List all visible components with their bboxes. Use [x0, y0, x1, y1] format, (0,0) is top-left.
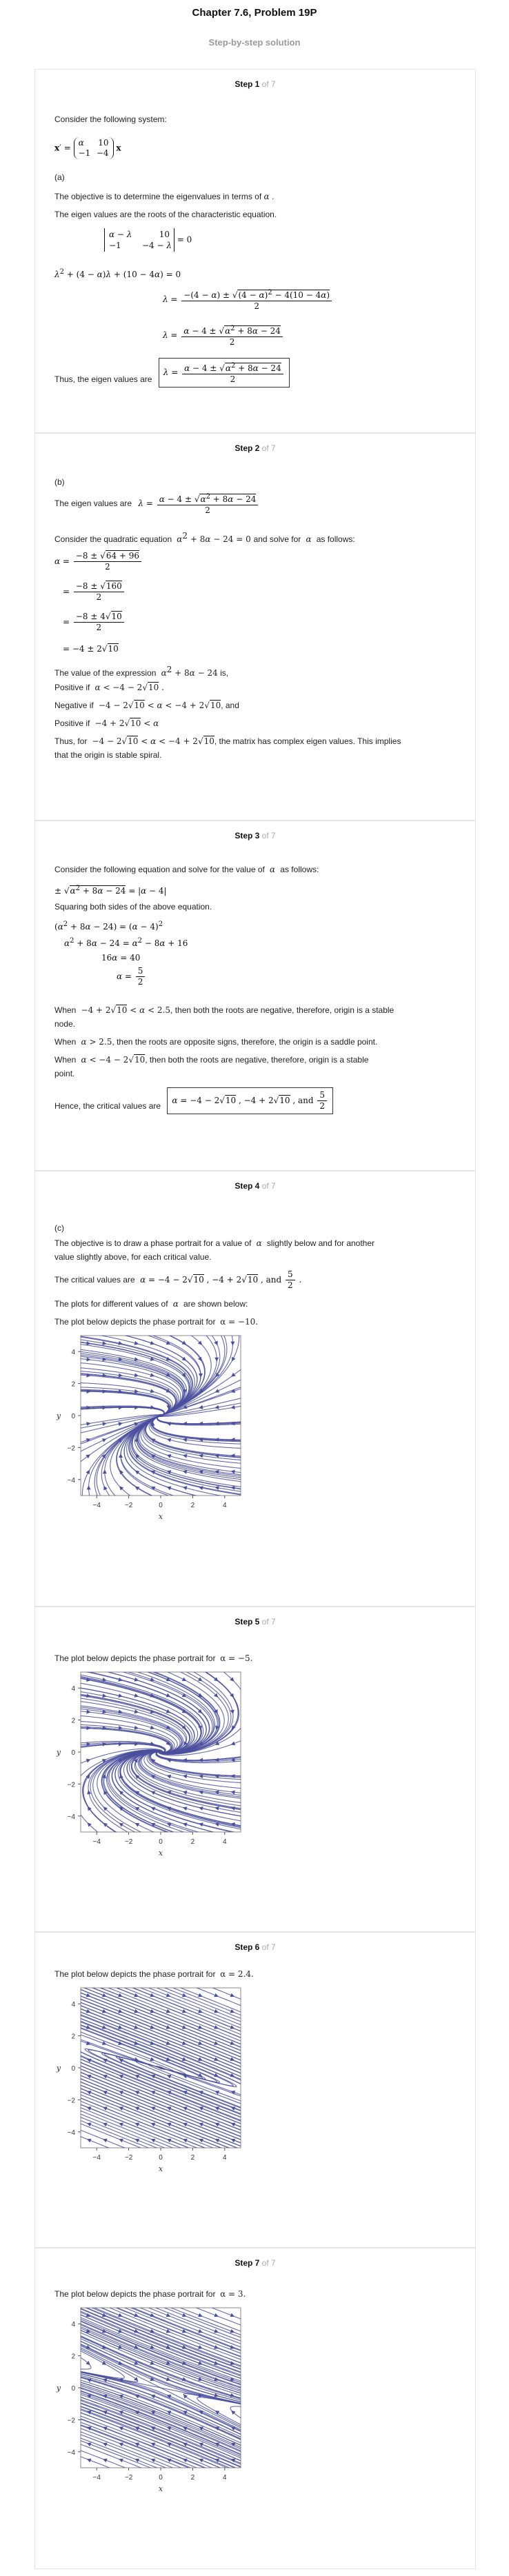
- stable-node-text: When −4 + 2√10 < α < 2.5, then both the roots are negative, therefore, origin is a stable: [54, 1005, 395, 1015]
- step-7-header: [35, 2258, 475, 2268]
- x-tick-label: 4: [223, 1838, 227, 1846]
- step-3-header: [35, 831, 475, 841]
- phase-portrait-svg: [52, 2304, 252, 2498]
- y-tick-label: 0: [71, 2385, 75, 2393]
- step-label: Step 5: [234, 1617, 260, 1627]
- squaring-text: Squaring both sides of the above equation.: [54, 902, 212, 912]
- part-a-label: (a): [54, 172, 65, 182]
- y-tick-label: 4: [71, 1685, 75, 1693]
- critical-values-text: The critical values are α = −4 − 2√10 , −4 + 2√10 , and $\frac{5}{2}$ .: [54, 1269, 302, 1290]
- expression-value-text: The value of the expression $\alpha^2 + 8\alpha - 24$ is,: [54, 665, 229, 678]
- step-4-header: [35, 1181, 475, 1191]
- phase-portrait-plot-2: [52, 1668, 252, 1862]
- roots-text: The eigen values are the roots of the characteristic equation.: [54, 210, 277, 219]
- x-tick-label: 2: [190, 2474, 195, 2482]
- step-1-card: [34, 69, 476, 433]
- step-4-card: [34, 1171, 476, 1607]
- y-axis-label: y: [56, 1748, 61, 1757]
- step-6-header: [35, 1942, 475, 1952]
- step-5-header: [35, 1617, 475, 1627]
- plot-caption: The plot below depicts the phase portrait for α = −5.: [54, 1653, 253, 1663]
- x-tick-label: −4: [92, 1838, 101, 1846]
- x-tick-label: 4: [223, 2154, 227, 2162]
- y-tick-label: −4: [67, 1813, 75, 1821]
- page-title: Chapter 7.6, Problem 19P: [192, 7, 317, 19]
- x-tick-label: 0: [159, 2154, 163, 2162]
- quadratic-formula: λ = $\frac{-(4 - \alpha) \pm √(4 - \alpha)^2 - 4(10 - 4\alpha)}{2}$: [163, 288, 333, 312]
- step-2-card: [34, 433, 476, 821]
- step-count: of 7: [261, 1617, 276, 1627]
- alpha-value: α = 2.4.: [220, 1969, 254, 1979]
- step-count: of 7: [261, 2258, 276, 2268]
- alpha-value: α = 3.: [220, 2289, 246, 2299]
- quadratic-text: Consider the quadratic equation $\alpha^2 + 8\alpha - 24 = 0$ and solve for α as follows:: [54, 531, 355, 544]
- y-tick-label: −4: [67, 2129, 75, 2137]
- y-tick-label: −4: [67, 2448, 75, 2457]
- step-2-header: [35, 443, 475, 453]
- y-axis-label: y: [56, 2384, 61, 2393]
- step-3-card: [34, 821, 476, 1171]
- determinant-equation: α − λ 10 −1 −4 − λ = 0: [104, 228, 192, 252]
- system-equation: x′ = α 10 −1 −4 x: [54, 138, 121, 158]
- step-label: Step 1: [234, 79, 260, 89]
- y-tick-label: −2: [67, 1445, 75, 1453]
- phase-portrait-svg: [52, 1331, 252, 1526]
- negative-condition: Negative if −4 − 2√10 < α < −4 + 2√10, and: [54, 701, 239, 710]
- simplified-eigenvalue: λ = $\frac{\alpha - 4 \pm √\alpha^2 + 8\alpha - 24}{2}$: [163, 323, 284, 348]
- x-tick-label: 2: [190, 1838, 195, 1846]
- part-c-label: (c): [54, 1223, 64, 1233]
- x-tick-label: 0: [159, 2474, 163, 2482]
- phase-portrait-plot-1: [52, 1331, 252, 1526]
- x-tick-label: 0: [159, 1838, 163, 1846]
- objective-text: The objective is to determine the eigenvalues in terms of α .: [54, 192, 275, 201]
- alpha-solution-1: α = $\frac{-8 \pm √64 + 96}{2}$: [54, 551, 143, 572]
- y-tick-label: 2: [71, 2353, 75, 2361]
- x-tick-label: 4: [223, 1502, 227, 1509]
- critical-values-text: Hence, the critical values are α = −4 − 2√10 , −4 + 2√10 , and $\frac{5}{2}$: [54, 1093, 333, 1120]
- stable-spiral-text-2: that the origin is stable spiral.: [54, 750, 162, 760]
- stable-point-text-2: point.: [54, 1069, 75, 1078]
- positive-condition-1: Positive if α < −4 − 2√10 .: [54, 683, 164, 692]
- x-tick-label: 2: [190, 1502, 195, 1509]
- squared-equation-1: $(\alpha^2 + 8\alpha - 24) = (\alpha - 4)^2$: [54, 920, 163, 932]
- y-axis-label: y: [56, 1411, 61, 1420]
- y-tick-label: 4: [71, 2321, 75, 2329]
- step-3-intro: Consider the following equation and solve for the value of α as follows:: [54, 865, 319, 874]
- x-axis-label: x: [158, 2484, 163, 2493]
- y-tick-label: 4: [71, 1349, 75, 1357]
- y-tick-label: 0: [71, 2065, 75, 2073]
- sqrt-equation: ± $√\alpha^2 + 8\alpha - 24 = |\alpha - 4|$: [54, 885, 167, 896]
- step-label: Step 4: [234, 1181, 260, 1191]
- saddle-point-text: When α > 2.5, then the roots are opposite signs, therefore, the origin is a saddle point.: [54, 1037, 378, 1047]
- x-tick-label: −2: [124, 2154, 133, 2162]
- squared-equation-3: 16α = 40: [101, 953, 141, 963]
- x-tick-label: −4: [92, 2154, 101, 2162]
- squared-equation-2: $\alpha^2 + 8\alpha - 24 = \alpha^2 - 8\alpha + 16$: [64, 937, 188, 948]
- step-count: of 7: [261, 1942, 276, 1952]
- phase-portrait-svg: [52, 1984, 252, 2178]
- x-tick-label: −2: [124, 1838, 133, 1846]
- step-count: of 7: [261, 79, 276, 89]
- x-tick-label: 2: [190, 2154, 195, 2162]
- step-label: Step 7: [234, 2258, 260, 2268]
- step-6-card: [34, 1932, 476, 2248]
- alpha-solution-3: = $\frac{-8 \pm 4√10}{2}$: [63, 612, 126, 633]
- phase-portrait-svg: [52, 1668, 252, 1862]
- y-tick-label: 4: [71, 2001, 75, 2009]
- objective-text-2: value slightly above, for each critical value.: [54, 1252, 212, 1262]
- stable-spiral-text: Thus, for −4 − 2√10 < α < −4 + 2√10, the matrix has complex eigen values. This implies: [54, 736, 401, 746]
- x-tick-label: −4: [92, 1502, 101, 1509]
- stable-point-text: When α < −4 − 2√10, then both the roots are negative, therefore, origin is a stable: [54, 1055, 369, 1065]
- x-tick-label: 4: [223, 2474, 227, 2482]
- plot-caption: The plot below depicts the phase portrait for α = 3.: [54, 2289, 246, 2299]
- y-tick-label: −2: [67, 2417, 75, 2425]
- step-1-header: [35, 79, 475, 89]
- plot-caption: The plot below depicts the phase portrait for α = −10.: [54, 1317, 259, 1327]
- step-1-intro: Consider the following system:: [54, 114, 167, 124]
- x-axis-label: x: [158, 1512, 163, 1521]
- part-b-label: (b): [54, 477, 65, 487]
- step-count: of 7: [261, 443, 276, 453]
- step-7-card: [34, 2248, 476, 2569]
- alpha-value: α = −5.: [220, 1653, 253, 1663]
- y-tick-label: 0: [71, 1413, 75, 1420]
- characteristic-polynomial: $\lambda^2 + (4 - \alpha)\lambda + (10 - 4\alpha) = 0$: [54, 268, 181, 279]
- step-label: Step 6: [234, 1942, 260, 1952]
- alpha-solution-4: = −4 ± 2√10: [63, 644, 119, 654]
- phase-portrait-plot-4: [52, 2304, 252, 2498]
- y-tick-label: −2: [67, 2097, 75, 2105]
- step-label: Step 3: [234, 831, 260, 841]
- alpha-value: α = −10.: [220, 1317, 259, 1327]
- y-tick-label: 2: [71, 2033, 75, 2041]
- y-tick-label: 0: [71, 1749, 75, 1757]
- objective-text: The objective is to draw a phase portrait for a value of α slightly below and for another: [54, 1238, 375, 1248]
- x-axis-label: x: [158, 1849, 163, 1858]
- alpha-solution-2: = $\frac{-8 \pm √160}{2}$: [63, 581, 126, 603]
- phase-portrait-plot-3: [52, 1984, 252, 2178]
- step-count: of 7: [261, 831, 276, 841]
- stable-node-text-2: node.: [54, 1019, 76, 1029]
- y-tick-label: 2: [71, 1380, 75, 1389]
- y-axis-label: y: [56, 2064, 61, 2073]
- step-count: of 7: [261, 1181, 276, 1191]
- step-label: Step 2: [234, 443, 260, 453]
- eigenvalues-text: The eigen values are λ = $\frac{\alpha - 4 \pm √\alpha^2 + 8\alpha - 24}{2}$: [54, 492, 259, 516]
- x-tick-label: −2: [124, 1502, 133, 1509]
- plots-intro-text: The plots for different values of α are shown below:: [54, 1299, 248, 1309]
- positive-condition-2: Positive if −4 + 2√10 < α: [54, 718, 159, 728]
- squared-equation-4: α = $\frac{5}{2}$: [117, 966, 146, 987]
- eigenvalue-conclusion: Thus, the eigen values are λ = $\frac{\alpha - 4 \pm √\alpha^2 + 8\alpha - 24}{2}$: [54, 365, 290, 394]
- x-tick-label: −2: [124, 2474, 133, 2482]
- x-tick-label: −4: [92, 2474, 101, 2482]
- step-5-card: [34, 1607, 476, 1932]
- y-tick-label: −4: [67, 1476, 75, 1485]
- plot-caption: The plot below depicts the phase portrait for α = 2.4.: [54, 1969, 254, 1979]
- page-subtitle: Step-by-step solution: [208, 37, 301, 48]
- x-tick-label: 0: [159, 1502, 163, 1509]
- y-tick-label: −2: [67, 1781, 75, 1789]
- x-axis-label: x: [158, 2164, 163, 2173]
- y-tick-label: 2: [71, 1717, 75, 1725]
